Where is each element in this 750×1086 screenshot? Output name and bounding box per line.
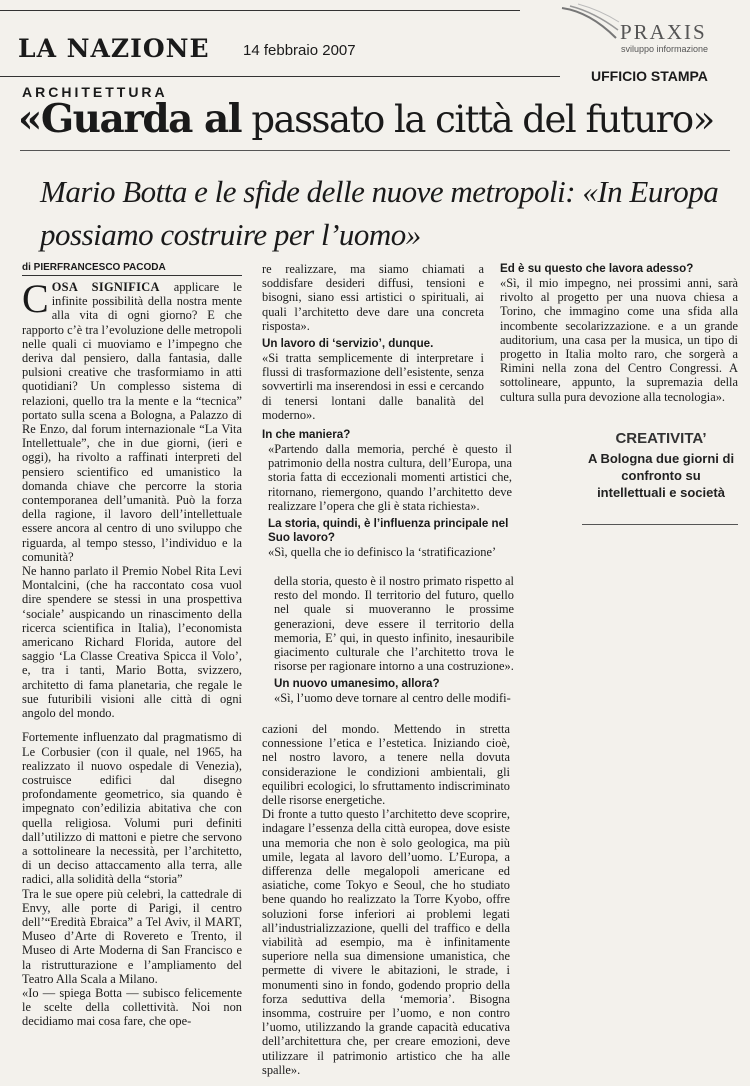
paragraph: Fortemente influenzato dal pragmatismo di Le Corbusier (con il quale, nel 1965, ha realizzato il nuovo ospedale di Venezia), costruisce edifici dal disegno profondamente geometrico, sia quando è impegnato con’edilizia abitativa che con quella religiosa. Volumi puri definiti dall’utilizzo di mattoni e pietre che servono a sottolineare la necessità, per l’architetto, di un deciso attaccamento alla terra, alle radici, alla solidità della “storia”	[22, 730, 242, 887]
section-kicker: ARCHITETTURA	[22, 84, 168, 100]
newspaper-name: LA NAZIONE	[18, 34, 210, 63]
interview-answer: «Sì, il mio impegno, nei prossimi anni, sarà rivolto al progetto per una nuova chiesa a Torino, che immagino come una sfida alla incombente secolarizzazione. e a un grande auditorium, una casa per la musica, un tipo di progetto in Italia molto raro, che sorgerà a Rimini nella zona del Centro Congressi. A sottolineare, appunto, la supremazia della cultura sulla pura devozione alla tecnologia».	[500, 276, 738, 404]
paragraph: Ne hanno parlato il Premio Nobel Rita Levi Montalcini, (che ha raccontato cosa vuol dire spendere se stessi in una prospettiva ‘sociale’ auspicando un rinascimento della ricerca scientifica in Italia), l’economista americano Richard Florida, autore del saggio ‘La Classe Creativa Spicca il Volo’, e, tra i tanti, Mario Botta, svizzero, architetto di fama planetaria, che regale le sue futuribili visioni alle città di ogni angolo del mondo.	[22, 564, 242, 721]
paragraph: re realizzare, ma siamo chiamati a soddisfare desideri diffusi, tensioni e bisogni, siano essi artistici o spirituali, ai quali l’architetto deve dare una concreta risposta».	[262, 262, 484, 333]
publication-date: 14 febbraio 2007	[243, 42, 356, 59]
headline-part1: «Guarda al	[18, 96, 242, 142]
top-rule	[0, 10, 520, 11]
column-2-lower	[274, 574, 514, 706]
praxis-brand: PRAXIS	[620, 20, 707, 44]
column-2-bottom	[262, 722, 510, 1077]
headline-rule	[20, 150, 730, 151]
sidebar-rule	[582, 524, 738, 525]
column-2-wide	[268, 442, 512, 559]
interview-answer: «Sì, quella che io definisco la ‘stratificazione’	[268, 545, 497, 560]
column-3	[500, 262, 738, 404]
paragraph-text: applicare le infinite possibilità della nostra mente alla vita di ogni giorno? E che rapporto c’è tra l’evoluzione delle metropoli nelle quali ci muoviamo e l’impegno che deriva dal pensiero, dalla fantasia, dalle pulsioni creative che trasformiamo in atti quotidiani? Un complesso sistema di relazioni, quello tra la mente e la “tecnica” portato sulla scena a Bologna, a Palazzo di Re Enzo, dal forum internazionale “La Vita Intellettuale”, che in due giorni, (ieri e oggi), ha rivolto a raffinati interpreti del pensiero scientifico ed umanistico la domanda chiave che percorre la storia contemporanea dell’umanità. Può la forza della ragione, il lavoro dell’intellettuale essere ancora al centro di uno sviluppo che riguarda, al tempo stesso, l’individuo e la comunità?	[22, 280, 242, 564]
byline-rule	[22, 275, 242, 276]
interview-question: La storia, quindi, è l’influenza principale nel Suo lavoro?	[268, 517, 509, 545]
sidebar-title: CREATIVITA’	[615, 430, 707, 447]
drop-cap: C	[22, 276, 49, 321]
paragraph: Di fronte a tutto questo l’architetto deve scoprire, indagare l’essenza della città europea, dove esiste una memoria che non è solo geologica, ma più umile, legata al lavoro dell’uomo. L’Europa, a differenza delle megalopoli americane ed asiatiche, come Tokyo e Seoul, che ho studiato bene quando ho realizzato la Torre Kyobo, offre soluzioni forse inferiori ai problemi legati all’industrializzazione, quelli del traffico e della viabilità ad esempio, ma è infinitamente superiore nella sua dimensione umanistica, che permette di vivere le abitazioni, le strade, i monumenti sino in fondo, godendo proprio della forza seduttiva della ‘memoria’. Bisogna insomma, costruire per l’uomo, e non contro l’uomo, utilizzando la grande capacità educativa dell’architettura che, per creare emozioni, deve utilizzare il patrimonio artistico che ha alle spalle».	[262, 807, 510, 1077]
interview-answer: «Partendo dalla memoria, perché è questo il patrimonio della nostra cultura, dell’Europa, una storia fatta di eccezionali momenti artistici che, ritornano, riemergono, quando l’architetto deve realizzare l’opera che gli è stata richiesta».	[268, 442, 512, 513]
paragraph: cazioni del mondo. Mettendo in stretta connessione l’etica e l’estetica. Iniziando cioè, nel nostro lavoro, a tenere nella dovuta considerazione le condizioni ambientali, gli equilibri ecologici, lo sfruttamento indiscriminato delle risorse energetiche.	[262, 722, 510, 808]
interview-answer: «Si tratta semplicemente di interpretare i flussi di trasformazione dell’esistente, senza sovvertirli ma inserendosi in essi e cercando di tenersi lontani dalle banalità del moderno».	[262, 351, 484, 422]
praxis-tagline: sviluppo informazione	[621, 44, 709, 54]
column-1	[22, 276, 242, 1029]
interview-question: Un nuovo umanesimo, allora?	[274, 677, 440, 691]
interview-question: In che maniera?	[262, 428, 351, 442]
headline	[18, 96, 714, 142]
masthead-rule	[0, 76, 560, 77]
press-office-label: UFFICIO STAMPA	[591, 68, 708, 84]
interview-answer: «Sì, l’uomo deve tornare al centro delle modifi-	[274, 691, 511, 706]
sidebar-text: A Bologna due giorni di confronto su intellettuali e società	[587, 451, 735, 500]
paragraph: «Io — spiega Botta — subisco felicemente le scelte della collettività. Noi non decidiamo mai cosa fare, che ope-	[22, 985, 242, 1029]
subtitle: Mario Botta e le sfide delle nuove metropoli: «In Europa possiamo costruire per l’uomo»	[40, 174, 719, 252]
byline: di PIERFRANCESCO PACODA	[22, 262, 166, 273]
paragraph: Tra le sue opere più celebri, la cattedrale di Envy, alle porte di Parigi, il centro dell’“Eredità Ebraica” a Tel Aviv, il MART, Museo d’Arte di Rovereto e Trento, il Museo di Arte Moderna di San Francisco e la ristrutturazione e l’ampliamento del Teatro Alla Scala a Milano.	[22, 886, 242, 986]
lead-caps: OSA SIGNIFICA	[51, 280, 160, 294]
praxis-logo-icon	[560, 2, 620, 42]
column-2	[262, 262, 484, 442]
paragraph	[22, 276, 242, 564]
headline-part2: passato la città del futuro»	[251, 98, 714, 141]
interview-question: Ed è su questo che lavora adesso?	[500, 262, 694, 275]
interview-question: Un lavoro di ‘servizio’, dunque.	[262, 337, 434, 351]
interview-answer: della storia, questo è il nostro primato rispetto al resto del mondo. Il territorio del futuro, quello nel quale si muoveranno le prossime generazioni, deve essere il territorio della memoria, E’ qui, in questo infinito, inesauribile giacimento culturale che l’architetto trova le risorse per ragionare intorno a una costruzione».	[274, 574, 514, 674]
